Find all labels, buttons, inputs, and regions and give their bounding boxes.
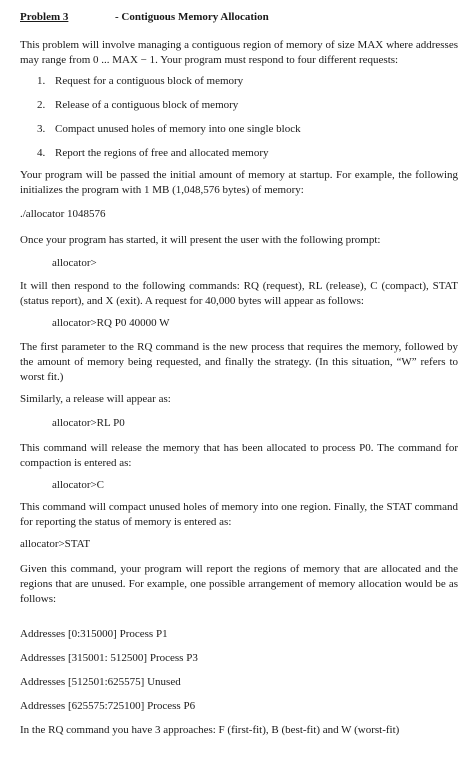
- stat-example: allocator>STAT: [20, 538, 91, 550]
- list-item: 3. Compact unused holes of memory into one single block: [37, 123, 301, 135]
- rl-example: allocator>RL P0: [52, 417, 125, 429]
- prompt-example: allocator>: [52, 257, 97, 269]
- problem-label: Problem 3: [20, 11, 69, 23]
- commands-paragraph: It will then respond to the following commands: RQ (request), RL (release), C (compact), STAT (status report), and X (exit). A request for 40,000 bytes will appear as follows:: [20, 280, 458, 307]
- startup-command: ./allocator 1048576: [20, 208, 106, 220]
- rq-example: allocator>RQ P0 40000 W: [52, 317, 170, 329]
- c-example: allocator>C: [52, 479, 105, 491]
- c-paragraph: This command will compact unused holes of memory into one region. Finally, the STAT command for reporting the status of memory is entered as:: [20, 501, 458, 528]
- list-item: 2. Release of a contiguous block of memory: [37, 99, 239, 111]
- rq-paragraph: The first parameter to the RQ command is the new process that requires the memory, followed by the amount of memory being requested, and finally the strategy. (In this situation, “W” refers to worst fit.): [20, 341, 458, 383]
- rl-paragraph: This command will release the memory that has been allocated to process P0. The command for compaction is entered as:: [20, 442, 458, 469]
- intro-paragraph: This problem will involve managing a contiguous region of memory of size MAX where addresses may range from 0 ... MAX − 1. Your program must respond to four different requests:: [20, 39, 458, 66]
- stat-paragraph: Given this command, your program will report the regions of memory that are allocated and the regions that are unused. For example, one possible arrangement of memory allocation would be as follows:: [20, 563, 458, 605]
- prompt-paragraph: Once your program has started, it will present the user with the following prompt:: [20, 234, 381, 246]
- address-line: Addresses [315001: 512500] Process P3: [20, 652, 198, 664]
- release-intro: Similarly, a release will appear as:: [20, 393, 171, 405]
- list-item: 1. Request for a contiguous block of memory: [37, 75, 244, 87]
- closing-paragraph: In the RQ command you have 3 approaches: F (first-fit), B (best-fit) and W (worst-fit): [20, 724, 400, 736]
- startup-paragraph: Your program will be passed the initial amount of memory at startup. For example, the following initializes the program with 1 MB (1,048,576 bytes) of memory:: [20, 169, 458, 196]
- problem-header: [20, 10, 269, 25]
- list-item: 4. Report the regions of free and allocated memory: [37, 147, 269, 159]
- problem-title: - Contiguous Memory Allocation: [115, 11, 269, 23]
- address-line: Addresses [625575:725100] Process P6: [20, 700, 196, 712]
- address-line: Addresses [0:315000] Process P1: [20, 628, 168, 640]
- address-line: Addresses [512501:625575] Unused: [20, 676, 181, 688]
